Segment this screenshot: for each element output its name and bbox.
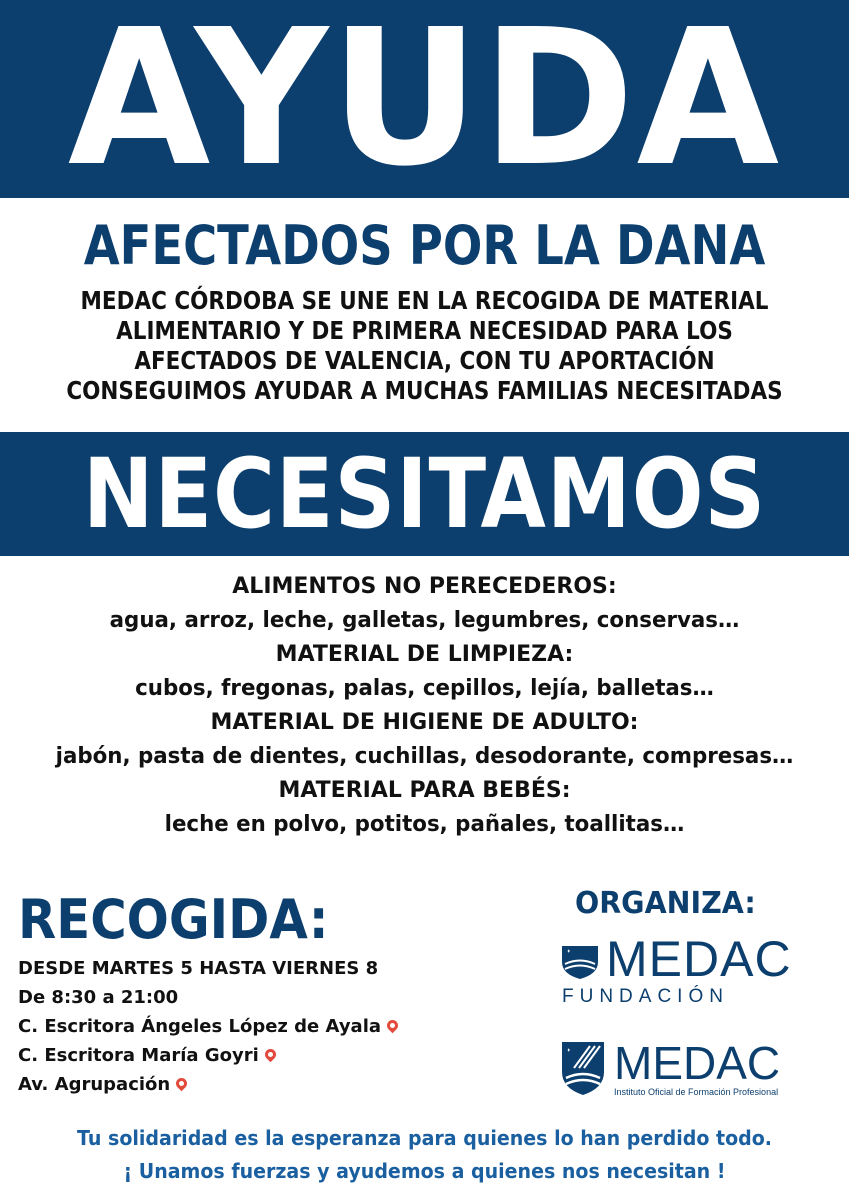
needs-category: ALIMENTOS NO PERECEDEROS: <box>232 574 617 599</box>
recogida-details <box>18 954 538 1099</box>
location-text: C. Escritora Ángeles López de Ayala <box>18 1016 382 1037</box>
footer-message <box>0 1122 849 1188</box>
map-pin-icon <box>385 1018 401 1034</box>
recogida-dates: DESDE MARTES 5 HASTA VIERNES 8 <box>18 958 379 979</box>
header-banner <box>0 0 849 198</box>
needs-items: leche en polvo, potitos, pañales, toallitas… <box>164 812 685 837</box>
medac-shield-icon <box>560 1040 606 1096</box>
map-pin-icon <box>262 1047 278 1063</box>
subtitle: AFECTADOS POR LA DANA <box>83 214 766 277</box>
medac-instituto-logo <box>560 1037 790 1104</box>
intro-line: ALIMENTARIO Y DE PRIMERA NECESIDAD PARA LOS <box>116 316 733 345</box>
needs-category: MATERIAL PARA BEBÉS: <box>278 778 571 803</box>
organiza-label: ORGANIZA: <box>575 886 756 921</box>
needs-banner <box>0 432 849 556</box>
intro-line: MEDAC CÓRDOBA SE UNE EN LA RECOGIDA DE MATERIAL <box>80 286 769 315</box>
medac-fundacion-logo <box>560 931 792 1012</box>
needs-items: jabón, pasta de dientes, cuchillas, desodorante, compresas… <box>55 744 794 769</box>
location-item <box>18 1070 538 1099</box>
logo-subtitle: Instituto Oficial de Formación Profesional <box>614 1087 779 1097</box>
needs-list <box>0 570 849 842</box>
recogida-title: RECOGIDA: <box>18 888 329 951</box>
needs-heading: NECESITAMOS <box>82 438 767 550</box>
map-pin-icon <box>174 1076 190 1092</box>
footer-line: ¡ Unamos fuerzas y ayudemos a quienes nos necesitan ! <box>123 1159 726 1183</box>
medac-shield-icon <box>560 940 600 980</box>
needs-items: cubos, fregonas, palas, cepillos, lejía, balletas… <box>135 676 714 701</box>
intro-line: CONSEGUIMOS AYUDAR A MUCHAS FAMILIAS NECESITADAS <box>66 376 783 405</box>
footer-line: Tu solidaridad es la esperanza para quienes lo han perdido todo. <box>76 1126 773 1150</box>
logo-name: MEDAC <box>614 1037 781 1089</box>
location-text: Av. Agrupación <box>18 1074 171 1095</box>
needs-items: agua, arroz, leche, galletas, legumbres, conservas… <box>109 608 740 633</box>
logo-name: MEDAC <box>606 931 792 987</box>
intro-text <box>0 286 849 406</box>
location-item <box>18 1012 538 1041</box>
intro-line: AFECTADOS DE VALENCIA, CON TU APORTACIÓN <box>134 346 715 375</box>
page-title: AYUDA <box>67 0 782 198</box>
logo-subtitle: FUNDACIÓN <box>562 986 729 1007</box>
needs-category: MATERIAL DE HIGIENE DE ADULTO: <box>210 710 639 735</box>
location-text: C. Escritora María Goyri <box>18 1045 259 1066</box>
recogida-hours: De 8:30 a 21:00 <box>18 987 179 1008</box>
needs-category: MATERIAL DE LIMPIEZA: <box>275 642 574 667</box>
location-item <box>18 1041 538 1070</box>
